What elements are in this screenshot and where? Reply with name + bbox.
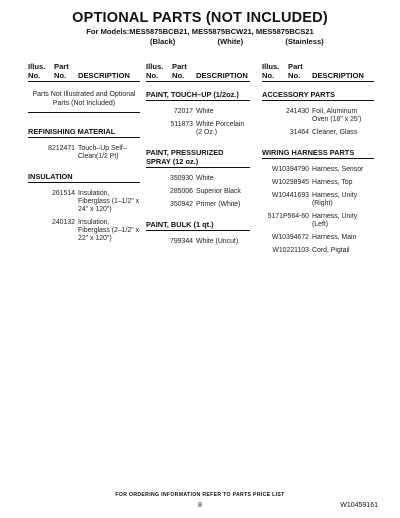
section-accessory-parts: ACCESSORY PARTS (262, 90, 374, 101)
list-item (262, 179, 374, 187)
description-label: DESCRIPTION (312, 71, 364, 80)
header-rule (262, 81, 374, 82)
variants-line (150, 37, 364, 46)
list-item (262, 213, 374, 229)
part-description: Cleaner, Glass (312, 129, 358, 136)
list-item (262, 247, 374, 255)
part-description: White (196, 175, 214, 182)
part-description: Foil, Aluminum Oven (18" x 25') (312, 108, 362, 123)
list-item (262, 234, 374, 242)
illus-no-label: No. (28, 71, 41, 80)
part-number: 285006 (170, 188, 193, 195)
part-description: Harness, Sensor (312, 166, 364, 173)
list-item (262, 192, 374, 208)
header-rule (28, 81, 140, 82)
part-description: Insulation, Fiberglass (1–1/2" x 24" x 120") (78, 190, 140, 213)
part-number: 350930 (170, 175, 193, 182)
section-paint-bulk: PAINT, BULK (1 qt.) (146, 220, 250, 231)
part-no-label: No. (288, 71, 301, 80)
part-description: Insulation, Fiberglass (2–1/2" x 22" x 120") (78, 219, 140, 242)
variant-black: (Black) (150, 37, 176, 46)
page-number: 8 (198, 502, 202, 509)
section-paint-pressurized-spray: PAINT, PRESSURIZED SPRAY (12 oz.) (146, 148, 250, 168)
column-header (28, 62, 140, 81)
part-number: W10298945 (271, 179, 309, 186)
description-label: DESCRIPTION (196, 71, 248, 80)
column-2 (146, 62, 250, 251)
part-number: 72017 (173, 108, 193, 115)
part-number: 31464 (289, 129, 309, 136)
part-label: Part (54, 62, 69, 71)
part-description: White (Uncut) (196, 238, 239, 245)
variant-white: (White) (217, 37, 244, 46)
section-paint-touch-up: PAINT, TOUCH–UP (1/2oz.) (146, 90, 250, 101)
list-item (146, 201, 250, 209)
illus-no-label: No. (262, 71, 275, 80)
header-rule (146, 81, 250, 82)
column-header (146, 62, 250, 81)
illus-label: Illus. (146, 62, 164, 71)
part-number: 350942 (170, 201, 193, 208)
illus-no-label: No. (146, 71, 159, 80)
part-number: 261514 (52, 190, 75, 197)
part-number: W10394672 (271, 234, 309, 241)
page-title: OPTIONAL PARTS (NOT INCLUDED) (72, 10, 328, 26)
part-label: Part (172, 62, 187, 71)
list-item (146, 175, 250, 183)
illus-label: Illus. (262, 62, 280, 71)
part-no-label: No. (54, 71, 67, 80)
part-number: 240132 (52, 219, 75, 226)
part-number: 511873 (170, 121, 193, 128)
part-description: White Porcelain (2 Oz.) (196, 121, 245, 136)
part-description: White (196, 108, 214, 115)
part-number: 8212471 (48, 145, 75, 152)
column-1 (28, 62, 140, 248)
part-description: Harness, Unity (Right) (312, 192, 358, 207)
section-insulation: INSULATION (28, 172, 140, 183)
list-item (146, 121, 250, 137)
part-no-label: No. (172, 71, 185, 80)
part-description: Cord, Pigtail (312, 247, 350, 254)
list-item (28, 190, 140, 214)
part-description: Harness, Unity (Left) (312, 213, 358, 228)
section-refinishing-material: REFINISHING MATERIAL (28, 127, 140, 138)
part-number: 799344 (170, 238, 193, 245)
list-item (262, 166, 374, 174)
description-label: DESCRIPTION (78, 71, 130, 80)
column-3 (262, 62, 374, 260)
list-item (28, 219, 140, 243)
list-item (28, 145, 140, 161)
part-description: Touch–Up Self–Clean(1/2 Pt) (78, 145, 127, 160)
not-illustrated-note: Parts Not Illustrated and Optional Parts (Not Included) (28, 90, 140, 113)
list-item (146, 108, 250, 116)
part-number: 5171P564-60 (267, 213, 309, 220)
illus-label: Illus. (28, 62, 46, 71)
document-number: W10459161 (340, 502, 378, 509)
part-description: Primer (White) (196, 201, 241, 208)
part-label: Part (288, 62, 303, 71)
part-number: W10394790 (271, 166, 309, 173)
part-description: Superior Black (196, 188, 241, 195)
part-description: Harness, Top (312, 179, 353, 186)
section-wiring-harness-parts: WIRING HARNESS PARTS (262, 148, 374, 159)
part-number: W10441693 (271, 192, 309, 199)
ordering-info-footer: FOR ORDERING INFORMATION REFER TO PARTS PRICE LIST (115, 492, 285, 498)
column-header (262, 62, 374, 81)
variant-stainless: (Stainless) (285, 37, 324, 46)
list-item (146, 188, 250, 196)
list-item (262, 108, 374, 124)
list-item (262, 129, 374, 137)
part-number: 241430 (286, 108, 309, 115)
models-line: For Models:MES5875BCB21, MES5875BCW21, MES5875BCS21 (86, 27, 314, 36)
part-description: Harness, Main (312, 234, 357, 241)
list-item (146, 238, 250, 246)
part-number: W10221103 (272, 247, 309, 254)
